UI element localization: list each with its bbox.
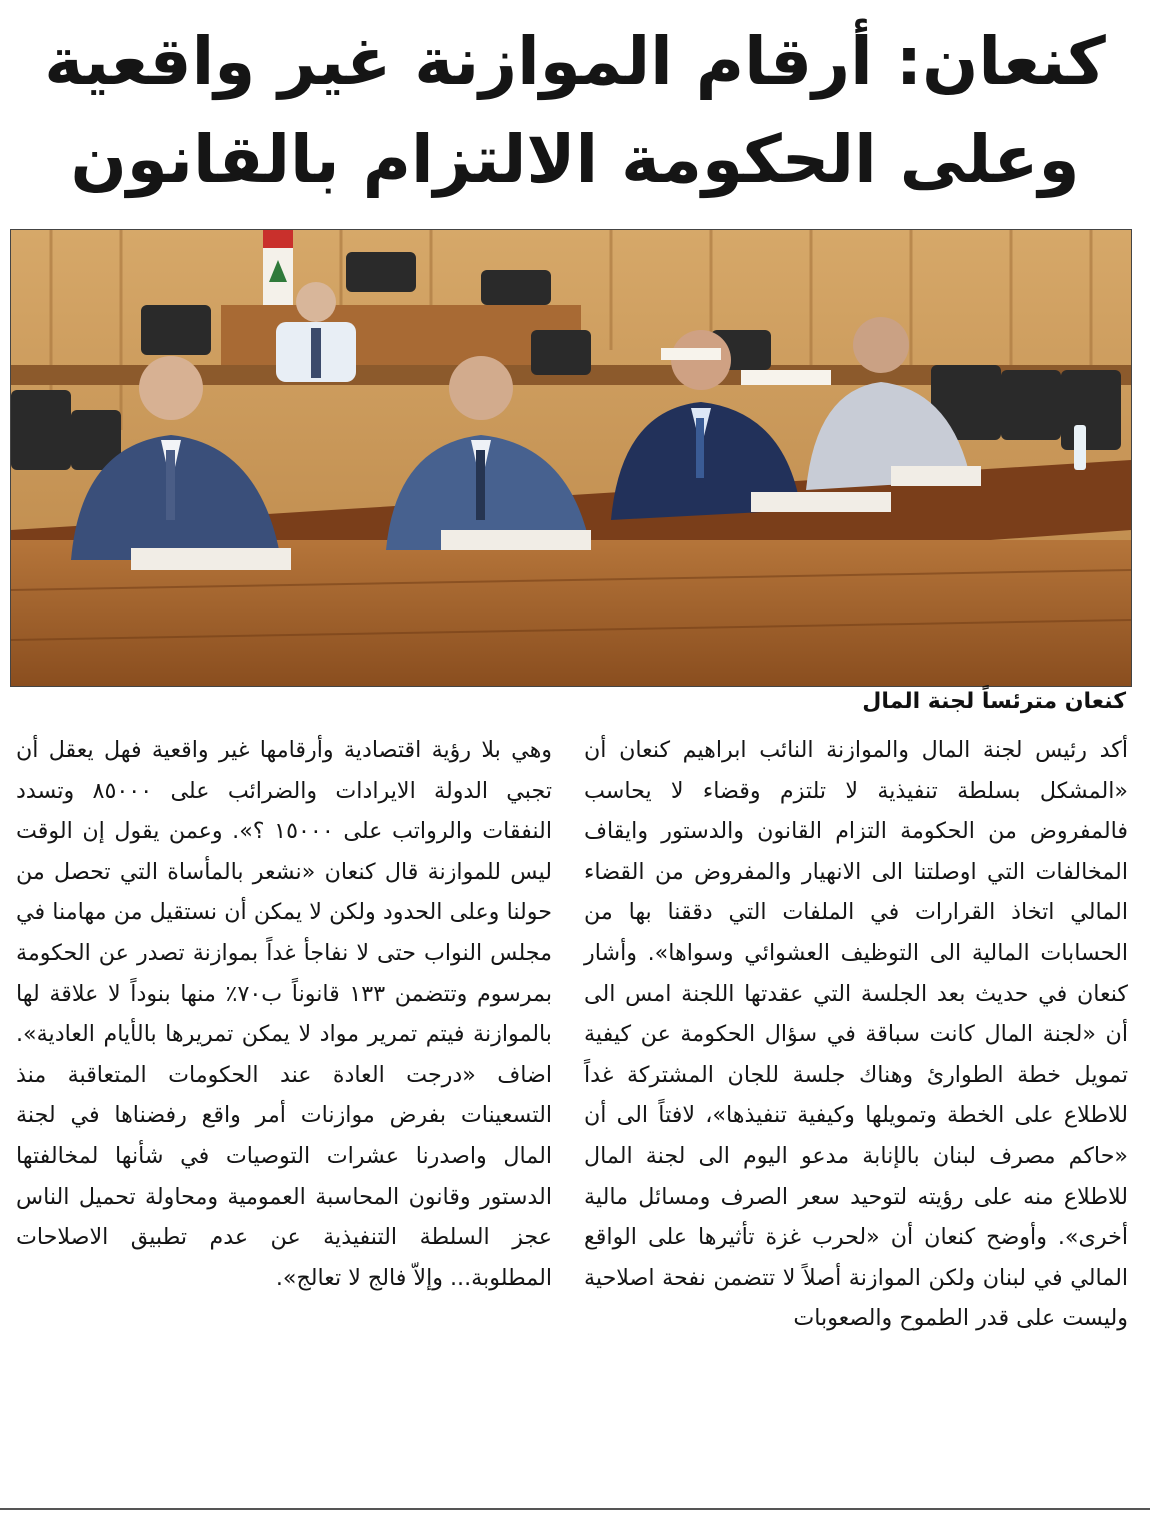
bottom-divider (0, 1508, 1150, 1510)
article-paragraph: وهي بلا رؤية اقتصادية وأرقامها غير واقعية فهل يعقل أن تجبي الدولة الايرادات والضرائب على ٨٥٠٠٠ وتسدد النفقات والرواتب على ١٥٠٠٠ ؟». وعمن يقول إن الوقت ليس للموازنة قال كنعان «نشعر بالمأساة التي تحصل من حولنا وعلى الحدود ولكن لا يمكن أن نستقيل من مهامنا في مجلس النواب حتى لا نفاجأ غداً بموازنة تصدر عن الحكومة بمرسوم وتتضمن ١٣٣ قانوناً ب٧٠٪ منها بنوداً لا علاقة لها بالموازنة فيتم تمرير مواد لا يمكن تمريرها بالأيام العادية». اضاف «درجت العادة عند الحكومات المتعاقبة منذ التسعينات بفرض موازنات أمر واقع رفضناها في لجنة المال واصدرنا عشرات التوصيات في شأنها لمخالفتها الدستور وقانون المحاسبة العمومية ومحاولة تحميل الناس عجز السلطة التنفيذية عن عدم تطبيق الاصلاحات المطلوبة... وإلاّ فالج لا تعالج». (16, 737, 553, 1291)
article-paragraph: أكد رئيس لجنة المال والموازنة النائب ابراهيم كنعان أن «المشكل بسلطة تنفيذية لا تلتزم وقضاء لا يحاسب فالمفروض من الحكومة التزام القانون والدستور وايقاف المخالفات التي اوصلتنا الى الانهيار والمفروض من القضاء المالي اتخاذ القرارات في الملفات التي دققنا بها من الحسابات المالية الى التوظيف العشوائي وسواها». وأشار كنعان في حديث بعد الجلسة التي عقدتها اللجنة امس الى أن «لجنة المال كانت سباقة في سؤال الحكومة عن كيفية تمويل خطة الطوارئ وهناك جلسة للجان المشتركة غداً للاطلاع على الخطة وتمويلها وكيفية تنفيذها»، لافتاً الى أن «حاكم مصرف لبنان بالإنابة مدعو اليوم الى لجنة المال للاطلاع منه على رؤيته لتوحيد سعر الصرف ومسائل مالية أخرى». وأوضح كنعان أن «لحرب غزة تأثيرها على الواقع المالي في لبنان ولكن الموازنة أصلاً لا تتضمن نفحة اصلاحية وليست على قدر الطموح والصعوبات (584, 737, 1128, 1332)
headline-line-1: كنعان: أرقام الموازنة غير واقعية (44, 23, 1106, 100)
article-column-left (16, 730, 552, 1298)
headline-line-2: وعلى الحكومة الالتزام بالقانون (70, 121, 1080, 198)
article-column-right (584, 730, 1128, 1339)
committee-meeting-photo-icon (11, 230, 1131, 686)
article-photo (10, 229, 1132, 687)
photo-caption: كنعان مترئساً لجنة المال (862, 689, 1126, 714)
